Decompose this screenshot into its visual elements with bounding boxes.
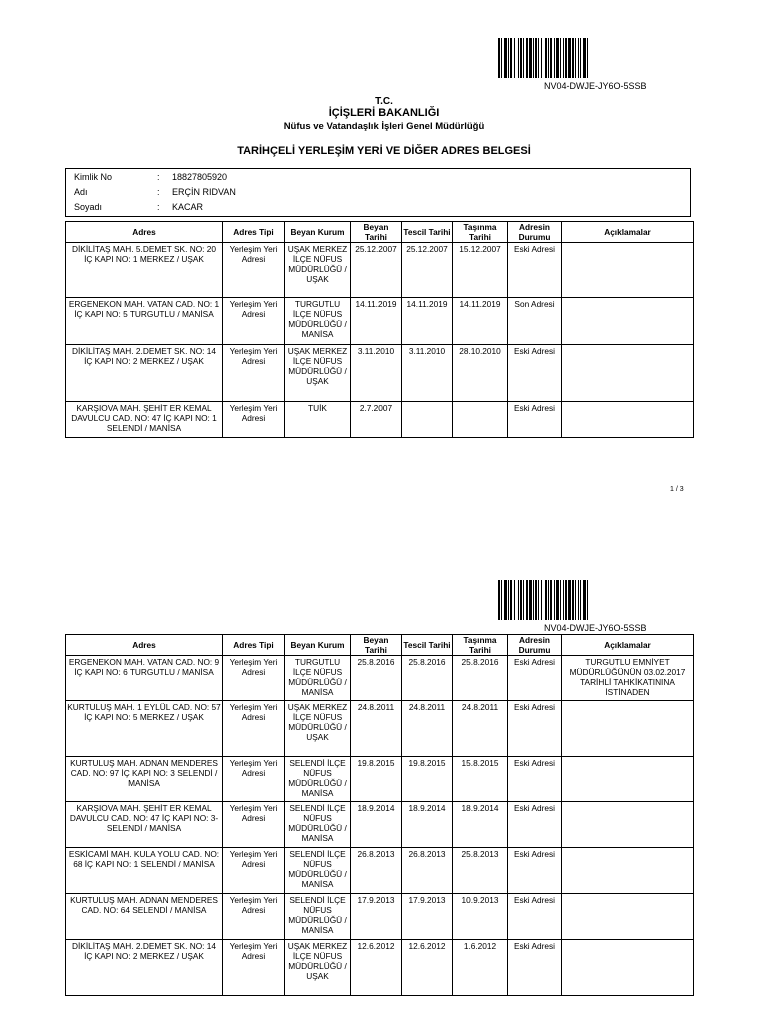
column-header-move-date: Taşınma Tarihi [453,222,508,243]
document-code: NV04-DWJE-JY6O-5SSB [544,623,647,633]
barcode [498,580,661,620]
move-date-cell: 24.8.2011 [453,701,508,757]
address-status-cell: Eski Adresi [508,243,562,298]
notes-cell: TURGUTLU EMNİYET MÜDÜRLÜĞÜNÜN 03.02.2017 TARİHLİ TAHKİKATININA İSTİNADEN [562,656,694,701]
address-status-cell: Eski Adresi [508,701,562,757]
registration-date-cell: 14.11.2019 [402,298,453,345]
registration-date-cell: 25.12.2007 [402,243,453,298]
table-header-row [66,635,694,656]
column-header-declaring-office: Beyan Kurum [285,635,351,656]
identity-value: KACAR [172,202,204,212]
document-code: NV04-DWJE-JY6O-5SSB [544,81,647,91]
column-header-address: Adres [66,222,223,243]
table-row [66,940,694,996]
identity-label: Soyadı [74,202,103,212]
declaring-office-cell: TURGUTLU İLÇE NÜFUS MÜDÜRLÜĞÜ / MANİSA [285,656,351,701]
declaration-date-cell: 2.7.2007 [351,402,402,438]
address-cell: KURTULUŞ MAH. ADNAN MENDERES CAD. NO: 64 SELENDİ / MANİSA [66,894,223,940]
barcode-bar [588,38,590,78]
address-cell: KURTULUŞ MAH. 1 EYLÜL CAD. NO: 57 İÇ KAPI NO: 5 MERKEZ / UŞAK [66,701,223,757]
address-status-cell: Eski Adresi [508,940,562,996]
address-table-page1 [65,221,694,438]
declaration-date-cell: 25.12.2007 [351,243,402,298]
registration-date-cell: 3.11.2010 [402,345,453,402]
address-cell: KURTULUŞ MAH. ADNAN MENDERES CAD. NO: 97 İÇ KAPI NO: 3 SELENDİ / MANİSA [66,757,223,802]
move-date-cell: 1.6.2012 [453,940,508,996]
notes-cell [562,298,694,345]
move-date-cell: 14.11.2019 [453,298,508,345]
move-date-cell [453,402,508,438]
move-date-cell: 25.8.2016 [453,656,508,701]
column-header-address-status: Adresin Durumu [508,635,562,656]
column-header-declaration-date: Beyan Tarihi [351,222,402,243]
address-cell: ERGENEKON MAH. VATAN CAD. NO: 9 İÇ KAPI NO: 6 TURGUTLU / MANİSA [66,656,223,701]
address-cell: ERGENEKON MAH. VATAN CAD. NO: 1 İÇ KAPI NO: 5 TURGUTLU / MANİSA [66,298,223,345]
notes-cell [562,940,694,996]
barcode-bar [588,580,590,620]
column-header-notes: Açıklamalar [562,222,694,243]
address-status-cell: Eski Adresi [508,402,562,438]
notes-cell [562,243,694,298]
registration-date-cell: 24.8.2011 [402,701,453,757]
notes-cell [562,402,694,438]
notes-cell [562,894,694,940]
declaration-date-cell: 17.9.2013 [351,894,402,940]
column-header-registration-date: Tescil Tarihi [402,222,453,243]
table-header [66,222,694,243]
column-header-address-type: Adres Tipi [223,635,285,656]
address-status-cell: Son Adresi [508,298,562,345]
address-type-cell: Yerleşim Yeri Adresi [223,848,285,894]
notes-cell [562,701,694,757]
table-body [66,243,694,438]
declaration-date-cell: 19.8.2015 [351,757,402,802]
document-title: TARİHÇELİ YERLEŞİM YERİ VE DİĞER ADRES BELGESİ [237,145,531,157]
move-date-cell: 28.10.2010 [453,345,508,402]
declaring-office-cell: UŞAK MERKEZ İLÇE NÜFUS MÜDÜRLÜĞÜ / UŞAK [285,345,351,402]
move-date-cell: 15.12.2007 [453,243,508,298]
registration-date-cell: 25.8.2016 [402,656,453,701]
registration-date-cell: 19.8.2015 [402,757,453,802]
notes-cell [562,345,694,402]
declaring-office-cell: UŞAK MERKEZ İLÇE NÜFUS MÜDÜRLÜĞÜ / UŞAK [285,243,351,298]
table-row [66,848,694,894]
address-status-cell: Eski Adresi [508,345,562,402]
address-cell: DİKİLİTAŞ MAH. 2.DEMET SK. NO: 14 İÇ KAPI NO: 2 MERKEZ / UŞAK [66,940,223,996]
column-header-declaration-date: Beyan Tarihi [351,635,402,656]
barcode-bars [498,38,661,78]
identity-box [65,168,691,217]
declaration-date-cell: 3.11.2010 [351,345,402,402]
identity-label: Adı [74,187,88,197]
move-date-cell: 10.9.2013 [453,894,508,940]
column-header-move-date: Taşınma Tarihi [453,635,508,656]
notes-cell [562,802,694,848]
table-row [66,757,694,802]
column-header-notes: Açıklamalar [562,635,694,656]
declaring-office-cell: SELENDİ İLÇE NÜFUS MÜDÜRLÜĞÜ / MANİSA [285,894,351,940]
column-header-address-status: Adresin Durumu [508,222,562,243]
declaring-office-cell: TUİK [285,402,351,438]
notes-cell [562,848,694,894]
address-status-cell: Eski Adresi [508,802,562,848]
declaration-date-cell: 18.9.2014 [351,802,402,848]
move-date-cell: 18.9.2014 [453,802,508,848]
table-row [66,402,694,438]
address-type-cell: Yerleşim Yeri Adresi [223,802,285,848]
address-cell: KARŞIOVA MAH. ŞEHİT ER KEMAL DAVULCU CAD. NO: 47 İÇ KAPI NO: 3- SELENDİ / MANİSA [66,802,223,848]
address-status-cell: Eski Adresi [508,894,562,940]
table-row [66,701,694,757]
header-tc: T.C. [375,96,393,107]
declaration-date-cell: 26.8.2013 [351,848,402,894]
address-table-page2 [65,634,694,996]
identity-colon: : [157,172,160,182]
table-header [66,635,694,656]
identity-label: Kimlik No [74,172,113,182]
declaration-date-cell: 25.8.2016 [351,656,402,701]
address-type-cell: Yerleşim Yeri Adresi [223,894,285,940]
column-header-declaring-office: Beyan Kurum [285,222,351,243]
address-type-cell: Yerleşim Yeri Adresi [223,656,285,701]
address-cell: KARŞIOVA MAH. ŞEHİT ER KEMAL DAVULCU CAD. NO: 47 İÇ KAPI NO: 1 SELENDİ / MANİSA [66,402,223,438]
table-body [66,656,694,996]
table-row [66,243,694,298]
table-row [66,345,694,402]
registration-date-cell: 17.9.2013 [402,894,453,940]
column-header-registration-date: Tescil Tarihi [402,635,453,656]
table-header-row [66,222,694,243]
declaration-date-cell: 24.8.2011 [351,701,402,757]
page-number: 1 / 3 [670,486,684,493]
address-cell: DİKİLİTAŞ MAH. 2.DEMET SK. NO: 14 İÇ KAPI NO: 2 MERKEZ / UŞAK [66,345,223,402]
address-status-cell: Eski Adresi [508,656,562,701]
registration-date-cell [402,402,453,438]
address-type-cell: Yerleşim Yeri Adresi [223,345,285,402]
table-row [66,802,694,848]
declaring-office-cell: UŞAK MERKEZ İLÇE NÜFUS MÜDÜRLÜĞÜ / UŞAK [285,701,351,757]
column-header-address-type: Adres Tipi [223,222,285,243]
header-ministry: İÇİŞLERİ BAKANLIĞI [328,107,440,119]
registration-date-cell: 12.6.2012 [402,940,453,996]
address-status-cell: Eski Adresi [508,757,562,802]
table-row [66,656,694,701]
declaration-date-cell: 14.11.2019 [351,298,402,345]
registration-date-cell: 18.9.2014 [402,802,453,848]
move-date-cell: 15.8.2015 [453,757,508,802]
barcode-bars [498,580,661,620]
table-row [66,894,694,940]
address-type-cell: Yerleşim Yeri Adresi [223,701,285,757]
declaration-date-cell: 12.6.2012 [351,940,402,996]
identity-colon: : [157,187,160,197]
registration-date-cell: 26.8.2013 [402,848,453,894]
declaring-office-cell: UŞAK MERKEZ İLÇE NÜFUS MÜDÜRLÜĞÜ / UŞAK [285,940,351,996]
identity-value: 18827805920 [172,172,228,182]
barcode [498,38,661,78]
address-type-cell: Yerleşim Yeri Adresi [223,243,285,298]
address-type-cell: Yerleşim Yeri Adresi [223,940,285,996]
declaring-office-cell: TURGUTLU İLÇE NÜFUS MÜDÜRLÜĞÜ / MANİSA [285,298,351,345]
address-type-cell: Yerleşim Yeri Adresi [223,757,285,802]
declaring-office-cell: SELENDİ İLÇE NÜFUS MÜDÜRLÜĞÜ / MANİSA [285,802,351,848]
address-type-cell: Yerleşim Yeri Adresi [223,298,285,345]
column-header-address: Adres [66,635,223,656]
header-directorate: Nüfus ve Vatandaşlık İşleri Genel Müdürlüğü [283,121,485,132]
identity-value: ERÇİN RIDVAN [172,187,236,197]
address-status-cell: Eski Adresi [508,848,562,894]
identity-colon: : [157,202,160,212]
table-row [66,298,694,345]
move-date-cell: 25.8.2013 [453,848,508,894]
address-type-cell: Yerleşim Yeri Adresi [223,402,285,438]
address-cell: DİKİLİTAŞ MAH. 5.DEMET SK. NO: 20 İÇ KAPI NO: 1 MERKEZ / UŞAK [66,243,223,298]
declaring-office-cell: SELENDİ İLÇE NÜFUS MÜDÜRLÜĞÜ / MANİSA [285,848,351,894]
address-cell: ESKİCAMİ MAH. KULA YOLU CAD. NO: 68 İÇ KAPI NO: 1 SELENDİ / MANİSA [66,848,223,894]
declaring-office-cell: SELENDİ İLÇE NÜFUS MÜDÜRLÜĞÜ / MANİSA [285,757,351,802]
notes-cell [562,757,694,802]
